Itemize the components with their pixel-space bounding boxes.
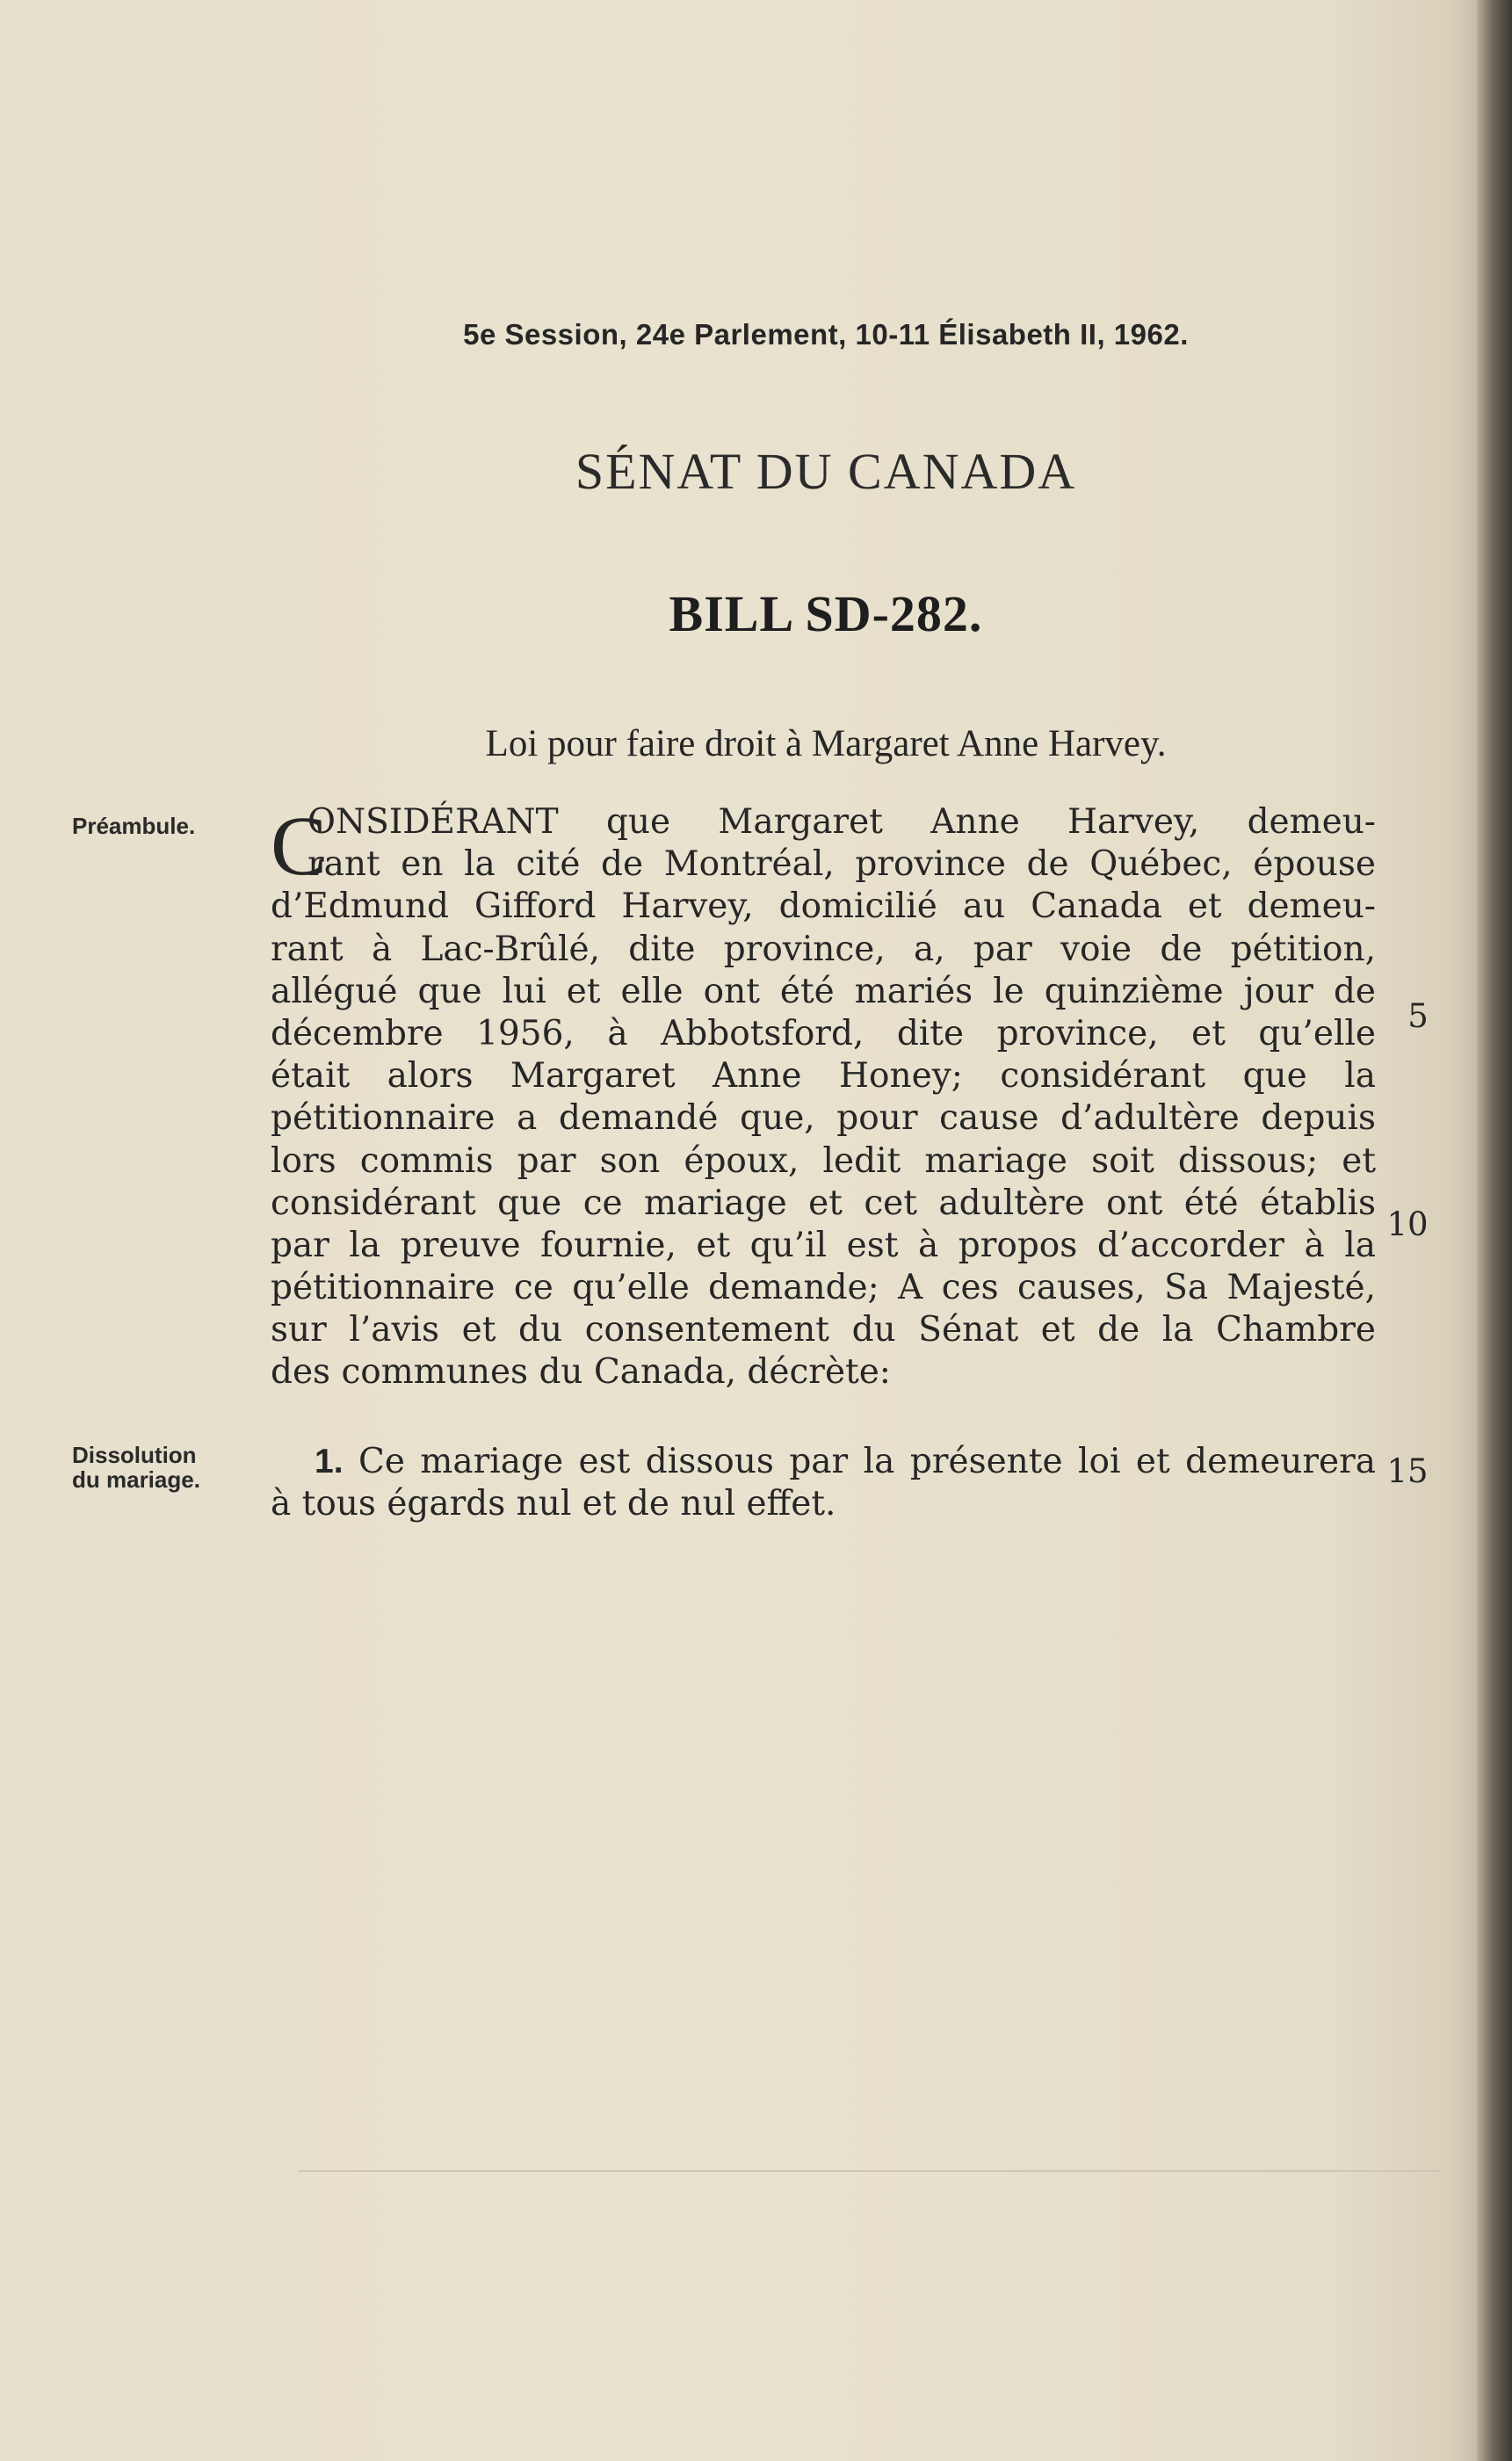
- article-number: 1.: [315, 1443, 344, 1480]
- preamble-paragraph: [271, 801, 1376, 1394]
- margin-note-preamble: Préambule.: [72, 813, 196, 839]
- preamble-line: lors commis par son époux, ledit mariage soit dissous; et: [271, 1140, 1376, 1181]
- bleed-through-rule: [299, 2170, 1441, 2172]
- preamble-line: pétitionnaire ce qu’elle demande; A ces causes, Sa Majesté,: [271, 1268, 1376, 1308]
- preamble-line: d’Edmund Gifford Harvey, domicilié au Canada et demeu-: [271, 887, 1376, 927]
- article-1: [271, 1441, 1376, 1525]
- preamble-line: considérant que ce mariage et cet adultère ont été établis: [271, 1183, 1376, 1223]
- article-1-text: Ce mariage est dissous par la présente loi et demeurera: [358, 1442, 1376, 1481]
- preamble-line: allégué que lui et elle ont été mariés le quinzième jour de: [271, 971, 1376, 1011]
- preamble-line: pétitionnaire a demandé que, pour cause d’adultère depuis: [271, 1098, 1376, 1139]
- preamble-line: ONSIDÉRANT que Margaret Anne Harvey, demeu-: [307, 802, 1376, 842]
- margin-note-dissolution-line1: Dissolution: [72, 1442, 197, 1468]
- preamble-line: sur l’avis et du consentement du Sénat et de la Chambre: [271, 1310, 1376, 1350]
- line-number: 15: [1386, 1452, 1429, 1490]
- preamble-line: décembre 1956, à Abbotsford, dite province, et qu’elle: [271, 1013, 1376, 1053]
- bill-number: BILL SD-282.: [669, 585, 983, 642]
- article-1-line: à tous égards nul et de nul effet.: [271, 1484, 836, 1524]
- line-number: 10: [1386, 1205, 1429, 1243]
- preamble-line: rant à Lac-Brûlé, dite province, a, par voie de pétition,: [271, 929, 1376, 969]
- article-1-line: [271, 1441, 1376, 1483]
- page-binding-edge: [1477, 0, 1512, 2461]
- margin-note-dissolution-line2: du mariage.: [72, 1466, 200, 1493]
- preamble-line: des communes du Canada, décrète:: [271, 1352, 891, 1393]
- margin-note-dissolution: [72, 1443, 200, 1492]
- bill-subtitle: Loi pour faire droit à Margaret Anne Harvey.: [485, 723, 1167, 764]
- senate-title: SÉNAT DU CANADA: [575, 443, 1077, 500]
- session-header: 5e Session, 24e Parlement, 10-11 Élisabeth II, 1962.: [463, 318, 1189, 351]
- preamble-line: rant en la cité de Montréal, province de Québec, épouse: [307, 844, 1376, 885]
- preamble-line: par la preuve fournie, et qu’il est à propos d’accorder à la: [271, 1225, 1376, 1265]
- preamble-line: était alors Margaret Anne Honey; considérant que la: [271, 1056, 1376, 1097]
- drop-cap: C: [271, 799, 328, 893]
- line-number: 5: [1407, 997, 1429, 1035]
